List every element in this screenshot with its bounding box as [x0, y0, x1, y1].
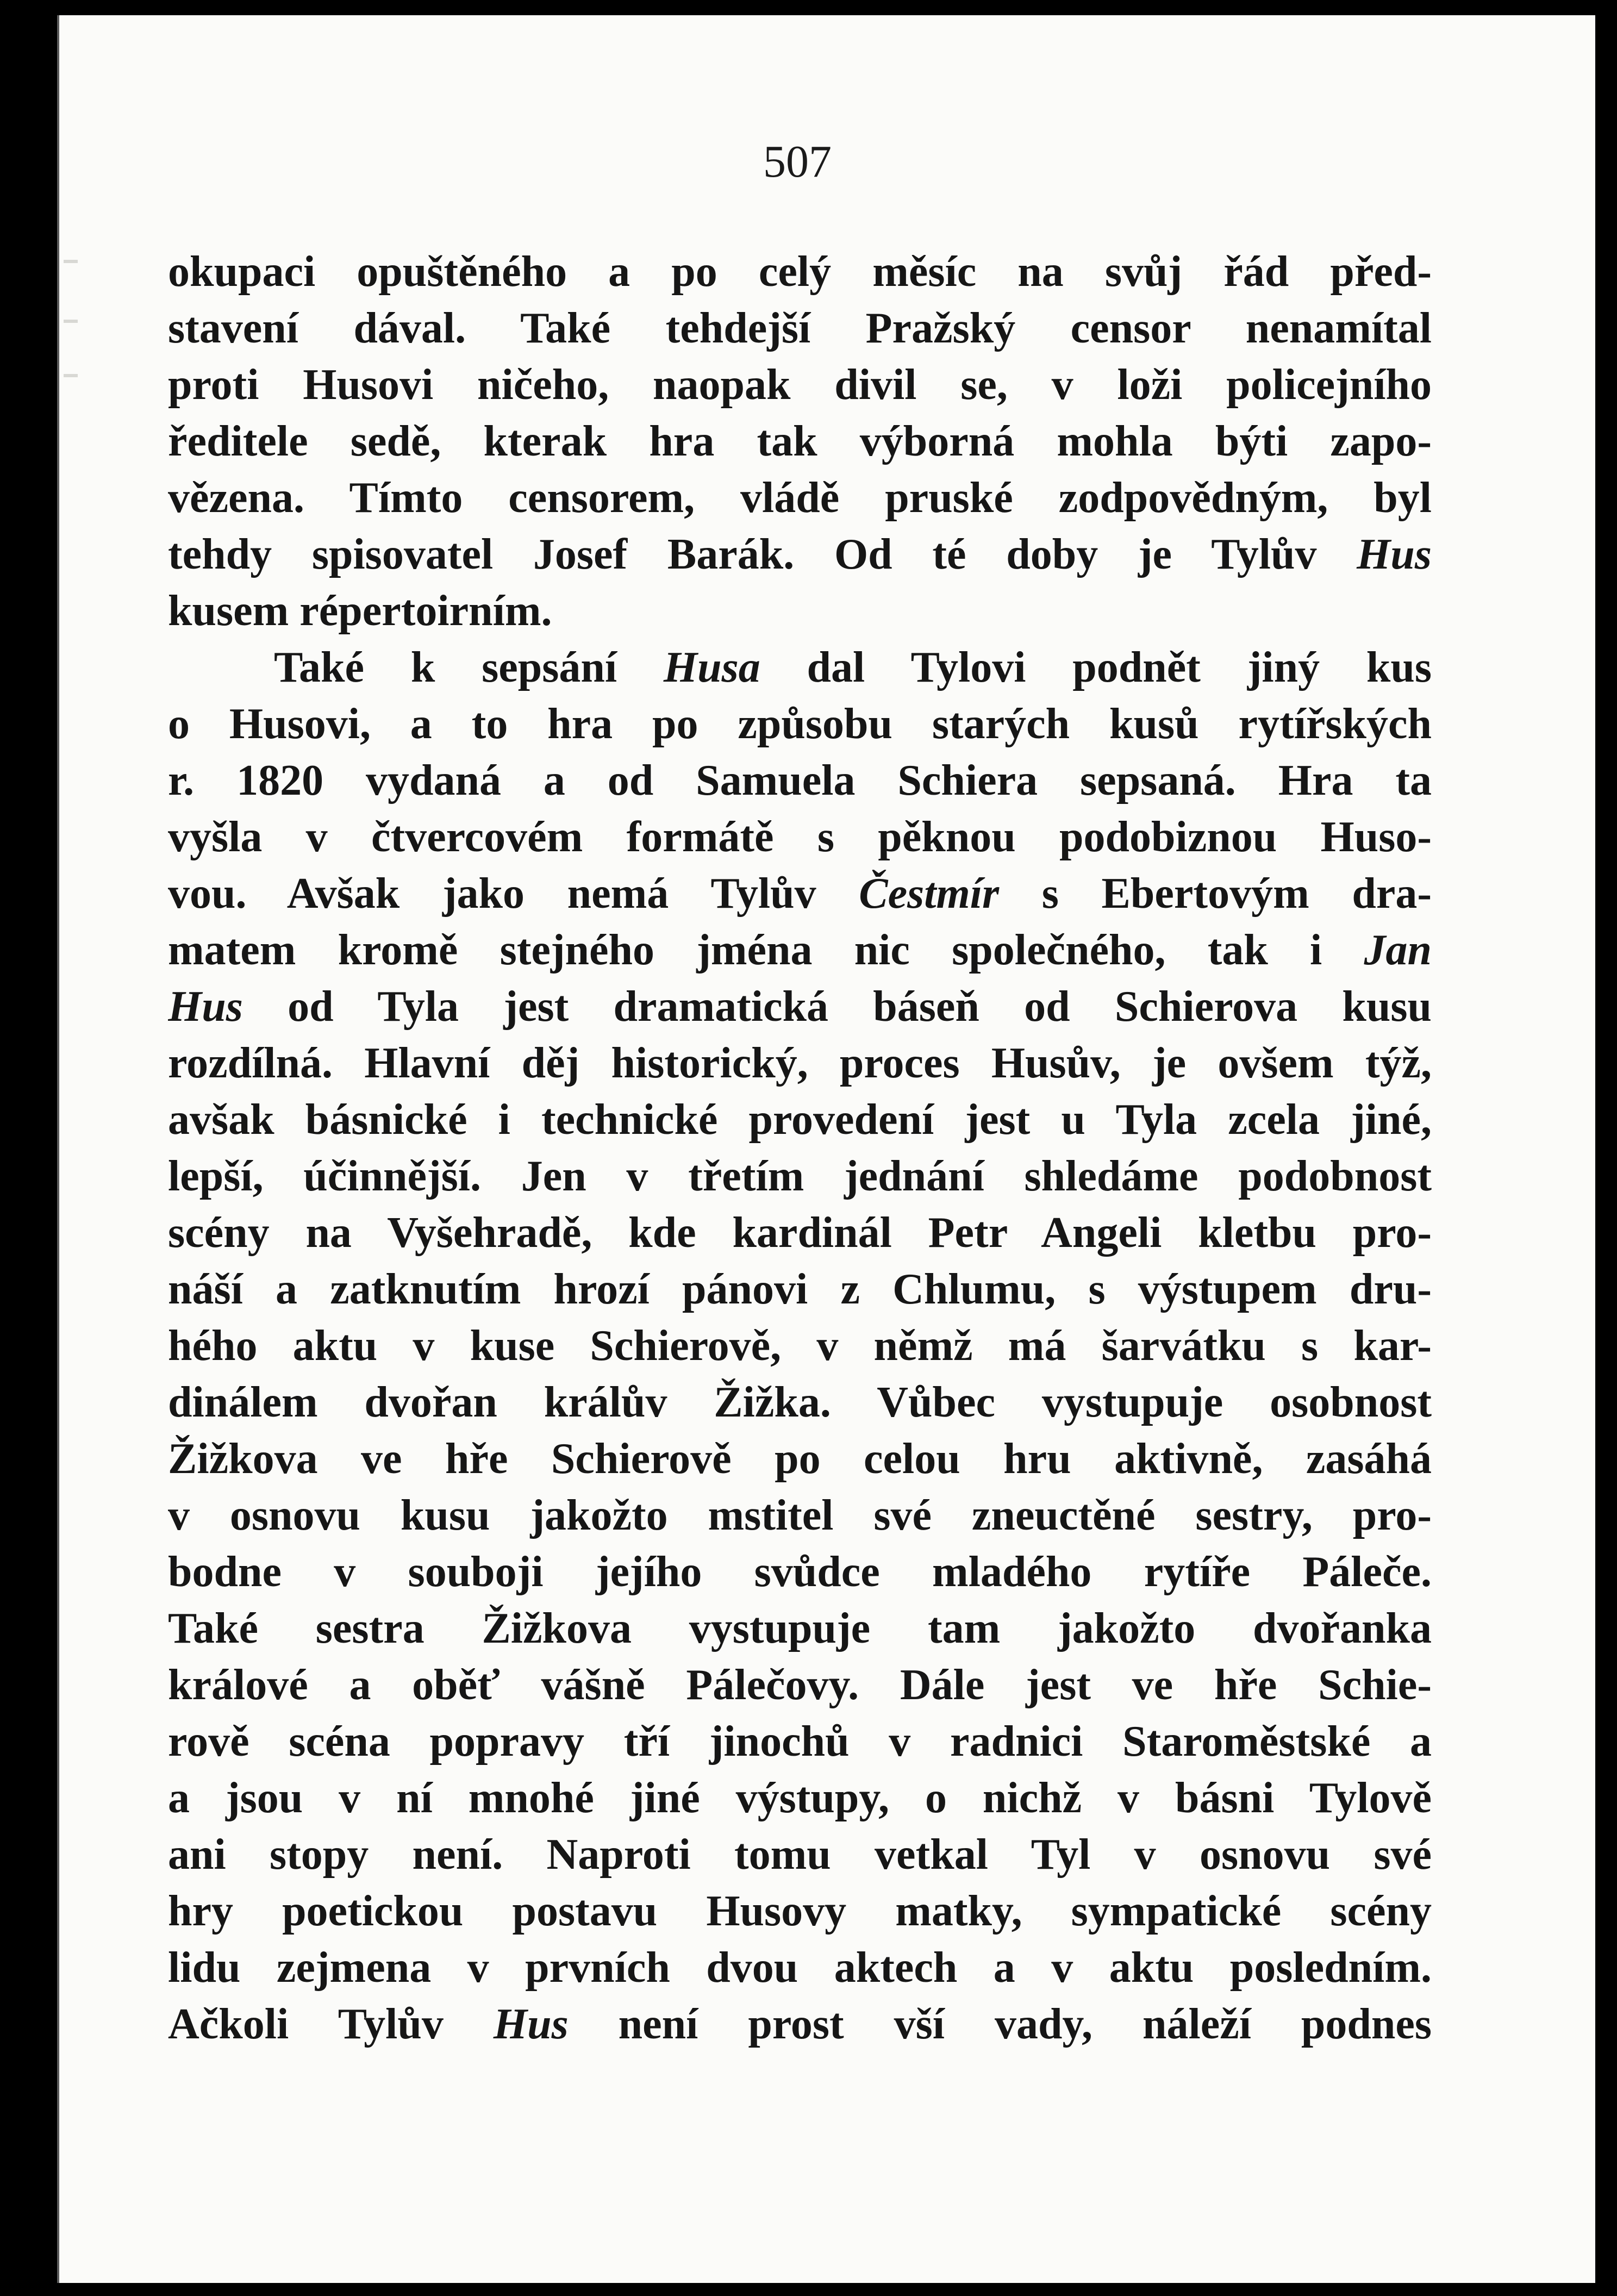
- italic-title: Husa: [663, 644, 760, 691]
- italic-title: Jan: [1364, 926, 1432, 974]
- text-segment: Ačkoli Tylův: [168, 2000, 494, 2048]
- text-line: [168, 978, 1432, 1035]
- text-segment: matem kromě stejného jména nic společného, tak i: [168, 926, 1364, 974]
- text-line: hého aktu v kuse Schierově, v němž má šarvátku s kar-: [168, 1322, 1432, 1370]
- text-line: ani stopy není. Naproti tomu vetkal Tyl v osnovu své: [168, 1831, 1432, 1879]
- text-line: scény na Vyšehradě, kde kardinál Petr Angeli kletbu pro-: [168, 1209, 1432, 1257]
- text-line: bodne v souboji jejího svůdce mladého rytíře Páleče.: [168, 1548, 1432, 1596]
- page-number: 507: [763, 136, 832, 187]
- text-segment: Také k sepsání: [274, 644, 664, 691]
- text-line: [168, 526, 1432, 583]
- body-text: [168, 244, 1432, 2052]
- text-segment: dal Tylovi podnět jiný kus: [760, 644, 1432, 691]
- text-segment: tehdy spisovatel Josef Barák. Od té doby je Tylův: [168, 531, 1357, 578]
- text-segment: vou. Avšak jako nemá Tylův: [168, 870, 859, 918]
- text-line: králové a oběť vášně Pálečovy. Dále jest ve hře Schie-: [168, 1661, 1432, 1709]
- text-line: Také sestra Žižkova vystupuje tam jakožto dvořanka: [168, 1605, 1432, 1652]
- text-line: avšak básnické i technické provedení jest u Tyla zcela jiné,: [168, 1096, 1432, 1144]
- text-line: lepší, účinnější. Jen v třetím jednání shledáme podobnost: [168, 1152, 1432, 1200]
- text-line: náší a zatknutím hrozí pánovi z Chlumu, s výstupem dru-: [168, 1265, 1432, 1313]
- text-line: lidu zejmena v prvních dvou aktech a v aktu posledním.: [168, 1944, 1432, 1992]
- text-line: stavení dával. Také tehdejší Pražský censor nenamítal: [168, 304, 1432, 352]
- text-line: vyšla v čtvercovém formátě s pěknou podobiznou Huso-: [168, 813, 1432, 861]
- text-line: hry poetickou postavu Husovy matky, sympatické scény: [168, 1887, 1432, 1935]
- text-line: v osnovu kusu jakožto mstitel své zneuctěné sestry, pro-: [168, 1492, 1432, 1539]
- text-line: [168, 639, 1432, 696]
- text-line: ředitele sedě, kterak hra tak výborná mohla býti zapo-: [168, 417, 1432, 465]
- text-line: kusem répertoirním.: [168, 587, 552, 635]
- text-line: [168, 922, 1432, 978]
- text-line: proti Husovi ničeho, naopak divil se, v loži policejního: [168, 361, 1432, 409]
- book-page: [57, 15, 1595, 2283]
- text-line: [168, 865, 1432, 922]
- margin-mark: [64, 320, 78, 323]
- italic-title: Čestmír: [859, 870, 1000, 918]
- text-segment: s Ebertovým dra-: [999, 870, 1432, 918]
- text-line: o Husovi, a to hra po způsobu starých kusů rytířských: [168, 700, 1432, 748]
- text-line: r. 1820 vydaná a od Samuela Schiera sepsaná. Hra ta: [168, 757, 1432, 804]
- italic-title: Hus: [1357, 531, 1432, 578]
- text-line: a jsou v ní mnohé jiné výstupy, o nichž v básni Tylově: [168, 1774, 1432, 1822]
- italic-title: Hus: [493, 2000, 569, 2048]
- text-line: vězena. Tímto censorem, vládě pruské zodpovědným, byl: [168, 474, 1432, 522]
- text-segment: není prost vší vady, náleží podnes: [568, 2000, 1432, 2048]
- text-line: dinálem dvořan králův Žižka. Vůbec vystupuje osobnost: [168, 1378, 1432, 1426]
- text-line: rově scéna popravy tří jinochů v radnici Staroměstské a: [168, 1718, 1432, 1765]
- text-line: okupaci opuštěného a po celý měsíc na svůj řád před-: [168, 248, 1432, 296]
- text-line: [168, 1996, 1432, 2052]
- margin-mark: [64, 374, 78, 377]
- text-line: rozdílná. Hlavní děj historický, proces Husův, je ovšem týž,: [168, 1039, 1432, 1087]
- italic-title: Hus: [168, 983, 243, 1031]
- text-segment: od Tyla jest dramatická báseň od Schierova kusu: [242, 983, 1432, 1031]
- margin-mark: [64, 260, 78, 263]
- text-line: Žižkova ve hře Schierově po celou hru aktivně, zasáhá: [168, 1435, 1432, 1483]
